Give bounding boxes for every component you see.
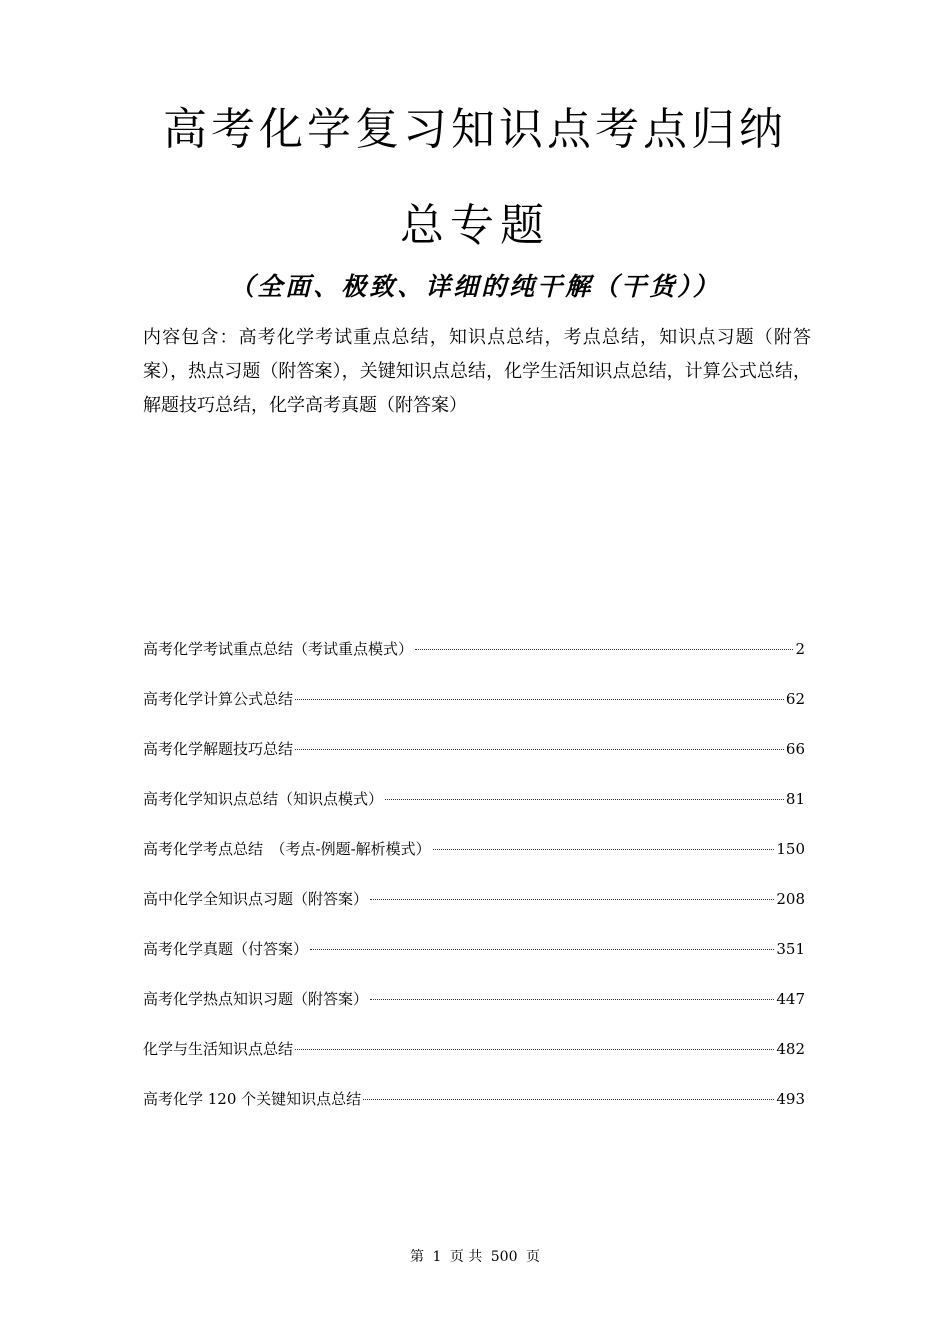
document-subtitle: （全面、极致、详细的纯干解（干货）） — [229, 272, 721, 301]
toc-dot-leader — [370, 999, 774, 1000]
toc-entry-page: 447 — [776, 990, 805, 1008]
toc-entry[interactable] — [143, 1087, 805, 1137]
toc-entry[interactable] — [143, 837, 805, 887]
toc-entry-page: 62 — [785, 690, 805, 708]
toc-entry-page: 208 — [776, 890, 805, 908]
toc-entry[interactable] — [143, 1037, 805, 1087]
toc-entry[interactable] — [143, 737, 805, 787]
table-of-contents — [143, 637, 805, 1137]
toc-entry-title: 化学与生活知识点总结 — [143, 1040, 294, 1058]
footer-prefix: 第 — [410, 1249, 425, 1265]
toc-entry-title: 高考化学真题（付答案） — [143, 940, 309, 958]
footer-current-page: 1 — [432, 1249, 442, 1265]
footer-total-pages: 500 — [490, 1249, 518, 1265]
toc-dot-leader — [310, 949, 774, 950]
toc-entry-page: 351 — [776, 940, 805, 958]
toc-dot-leader — [370, 899, 774, 900]
toc-entry-title: 高考化学考试重点总结（考试重点模式） — [143, 640, 414, 658]
document-title: 高考化学复习知识点考点归纳 — [163, 104, 787, 155]
toc-entry[interactable] — [143, 987, 805, 1037]
toc-dot-leader — [363, 1099, 774, 1100]
toc-entry[interactable] — [143, 937, 805, 987]
toc-entry-page: 482 — [776, 1040, 805, 1058]
toc-entry-title: 高考化学计算公式总结 — [143, 690, 294, 708]
toc-entry[interactable] — [143, 637, 805, 687]
toc-dot-leader — [385, 799, 784, 800]
toc-entry-title: 高考化学考点总结 （考点-例题-解析模式） — [143, 840, 431, 858]
toc-entry-title: 高考化学 120 个关键知识点总结 — [143, 1090, 362, 1108]
toc-dot-leader — [295, 749, 784, 750]
toc-dot-leader — [415, 649, 793, 650]
toc-entry[interactable] — [143, 887, 805, 937]
page-footer — [0, 1247, 950, 1267]
document-title-line2: 总专题 — [400, 200, 550, 251]
toc-entry[interactable] — [143, 687, 805, 737]
toc-entry-page: 493 — [776, 1090, 805, 1108]
toc-dot-leader — [295, 699, 784, 700]
footer-middle: 页 共 — [449, 1249, 483, 1265]
toc-entry-page: 81 — [785, 790, 805, 808]
intro-paragraph: 内容包含：高考化学考试重点总结，知识点总结，考点总结，知识点习题（附答案），热点习题（附答案），关键知识点总结，化学生活知识点总结，计算公式总结，解题技巧总结，化学高考真题（附答案） — [143, 327, 811, 416]
toc-entry-title: 高考化学知识点总结（知识点模式） — [143, 790, 384, 808]
toc-entry-page: 2 — [795, 640, 805, 658]
toc-entry[interactable] — [143, 787, 805, 837]
toc-dot-leader — [433, 849, 775, 850]
toc-entry-title: 高中化学全知识点习题（附答案） — [143, 890, 369, 908]
toc-entry-page: 66 — [785, 740, 805, 758]
footer-suffix: 页 — [525, 1249, 540, 1265]
toc-entry-title: 高考化学热点知识习题（附答案） — [143, 990, 369, 1008]
toc-entry-page: 150 — [776, 840, 805, 858]
toc-entry-title: 高考化学解题技巧总结 — [143, 740, 294, 758]
toc-dot-leader — [295, 1049, 774, 1050]
